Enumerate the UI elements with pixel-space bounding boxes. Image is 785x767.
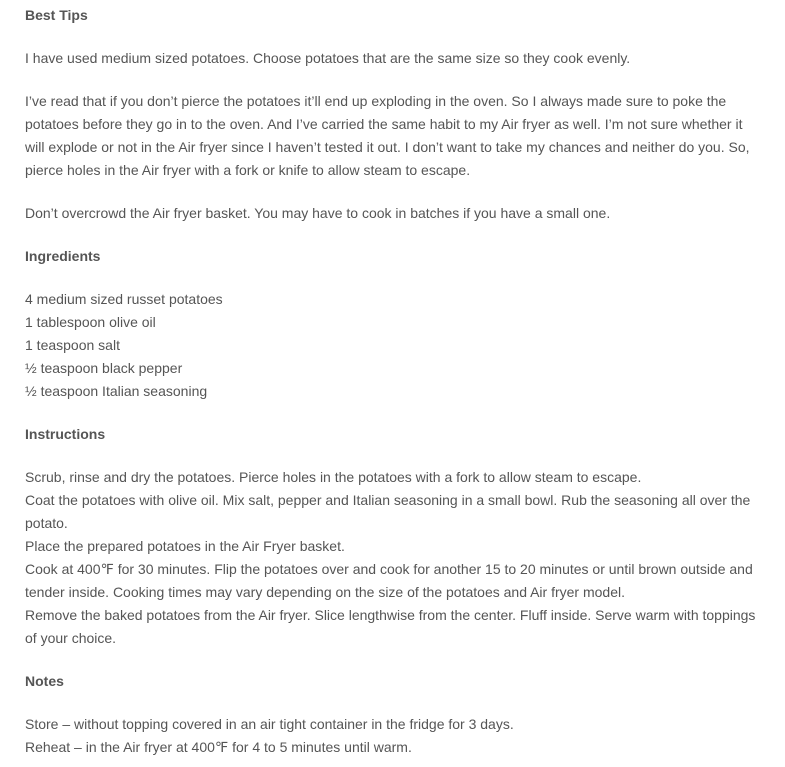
best-tips-heading: Best Tips [25, 7, 88, 23]
best-tips-paragraph: Don’t overcrowd the Air fryer basket. You may have to cook in batches if you have a small one. [25, 205, 611, 221]
instructions-list [25, 466, 765, 650]
instructions-heading: Instructions [25, 426, 106, 442]
instruction-step: Scrub, rinse and dry the potatoes. Pierce holes in the potatoes with a fork to allow steam to escape. [25, 469, 642, 485]
ingredient-item: 1 tablespoon olive oil [25, 314, 156, 330]
notes-heading: Notes [25, 673, 64, 689]
note-item: Reheat – in the Air fryer at 400℉ for 4 to 5 minutes until warm. [25, 739, 412, 755]
instruction-step: Cook at 400℉ for 30 minutes. Flip the potatoes over and cook for another 15 to 20 minutes or until brown outside and tender inside. Cooking times may vary depending on the size of the potatoes and Air fryer model. [25, 561, 753, 600]
note-item: Store – without topping covered in an air tight container in the fridge for 3 days. [25, 716, 514, 732]
instruction-step: Place the prepared potatoes in the Air Fryer basket. [25, 538, 345, 554]
best-tips-paragraph: I have used medium sized potatoes. Choose potatoes that are the same size so they cook evenly. [25, 50, 631, 66]
best-tips-paragraph: I’ve read that if you don’t pierce the potatoes it’ll end up exploding in the oven. So I always made sure to poke the potatoes before they go in to the oven. And I’ve carried the same habit to my Air fryer as well. I’m not sure whether it will explode or not in the Air fryer since I haven’t tested it out. I don’t want to take my chances and neither do you. So, pierce holes in the Air fryer with a fork or knife to allow steam to escape. [25, 93, 750, 178]
ingredient-item: 1 teaspoon salt [25, 337, 120, 353]
ingredients-heading: Ingredients [25, 248, 101, 264]
instruction-step: Remove the baked potatoes from the Air fryer. Slice lengthwise from the center. Fluff inside. Serve warm with toppings of your choice. [25, 607, 756, 646]
ingredient-item: ½ teaspoon Italian seasoning [25, 383, 208, 399]
instruction-step: Coat the potatoes with olive oil. Mix salt, pepper and Italian seasoning in a small bowl. Rub the seasoning all over the potato. [25, 492, 751, 531]
ingredients-list [25, 288, 765, 403]
ingredient-item: 4 medium sized russet potatoes [25, 291, 223, 307]
ingredient-item: ½ teaspoon black pepper [25, 360, 183, 376]
notes-list [25, 713, 765, 759]
